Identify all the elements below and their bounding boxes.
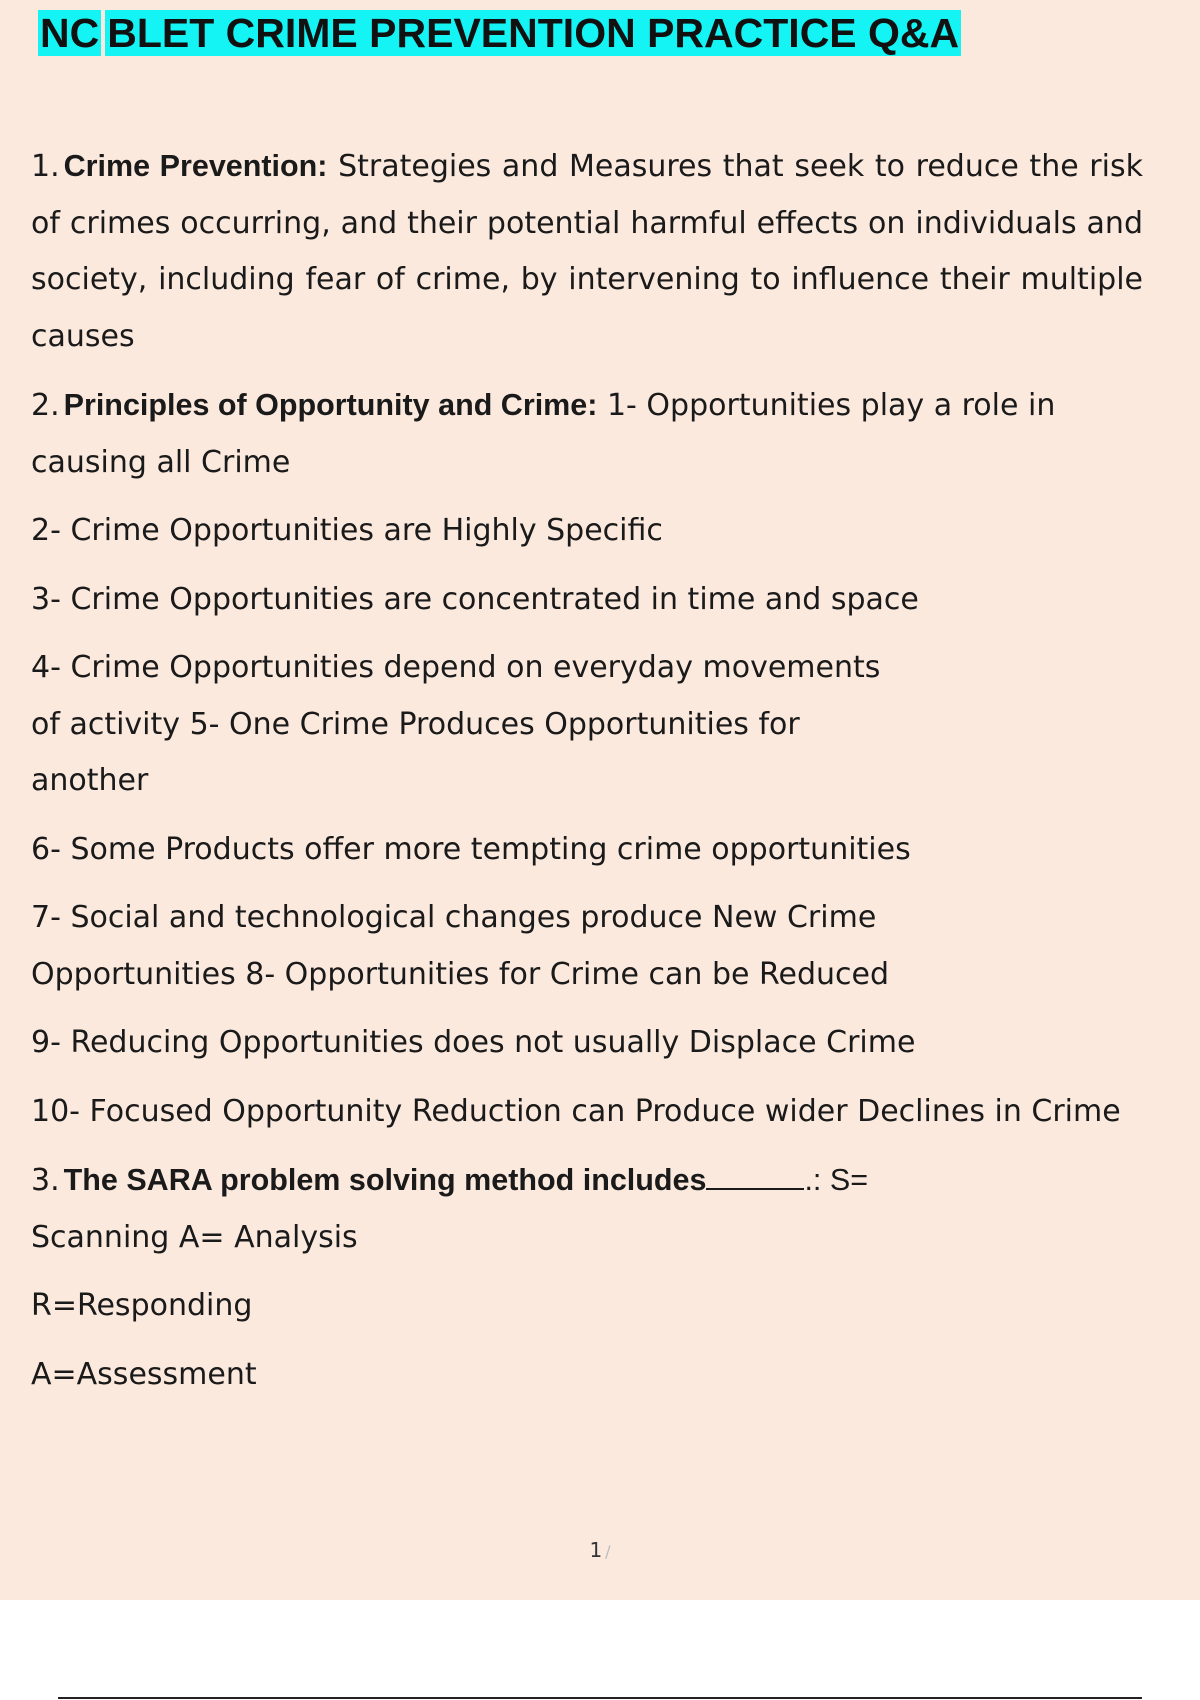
sara-line-scanning-analysis: Scanning A= Analysis bbox=[31, 1219, 358, 1255]
principle-4-5: 4- Crime Opportunities depend on everyday movements of activity 5- One Crime Produces Opportunities for another bbox=[31, 650, 881, 798]
item-term: Crime Prevention: bbox=[63, 149, 328, 183]
page-number-value: 1 bbox=[589, 1538, 603, 1562]
item-number: 1. bbox=[31, 149, 60, 184]
sara-line-responding: R=Responding bbox=[31, 1288, 253, 1323]
qa-item-3 bbox=[31, 1152, 1143, 1210]
page-number bbox=[0, 1538, 1200, 1562]
document-body bbox=[31, 138, 1143, 1415]
answer-blank bbox=[706, 1187, 804, 1190]
item-text: 1- Opportunities play a role in causing all Crime bbox=[31, 388, 1056, 480]
title-highlight-part1: NC bbox=[40, 10, 100, 56]
principle-3: 3- Crime Opportunities are concentrated in time and space bbox=[31, 581, 919, 617]
principle-9: 9- Reducing Opportunities does not usually Displace Crime bbox=[31, 1025, 916, 1060]
principle-10: 10- Focused Opportunity Reduction can Produce wider Declines in Crime bbox=[31, 1093, 1121, 1129]
item-text: Strategies and Measures that seek to reduce the risk of crimes occurring, and their potential harmful effects on individuals and society, including fear of crime, by intervening to influence their multiple causes bbox=[31, 149, 1143, 354]
item-number: 3. bbox=[31, 1163, 60, 1198]
sara-line-assessment: A=Assessment bbox=[31, 1356, 257, 1392]
principle-6: 6- Some Products offer more tempting crime opportunities bbox=[31, 831, 911, 867]
page-divider-line bbox=[58, 1697, 1142, 1699]
principle-2: 2- Crime Opportunities are Highly Specific bbox=[31, 513, 663, 548]
item-term: The SARA problem solving method includes bbox=[63, 1163, 707, 1197]
qa-item-2 bbox=[31, 377, 1071, 491]
document-title bbox=[38, 8, 961, 58]
title-highlight-part2: BLET CRIME PREVENTION PRACTICE Q&A bbox=[107, 10, 960, 56]
item-number: 2. bbox=[31, 388, 60, 423]
item-after-blank: .: S= bbox=[804, 1163, 869, 1197]
principle-7-8: 7- Social and technological changes produce New Crime Opportunities 8- Opportunities for Crime can be Reduced bbox=[31, 900, 890, 992]
item-term: Principles of Opportunity and Crime: bbox=[63, 388, 598, 422]
qa-item-1 bbox=[31, 138, 1143, 365]
page-number-mark: / bbox=[605, 1542, 611, 1561]
